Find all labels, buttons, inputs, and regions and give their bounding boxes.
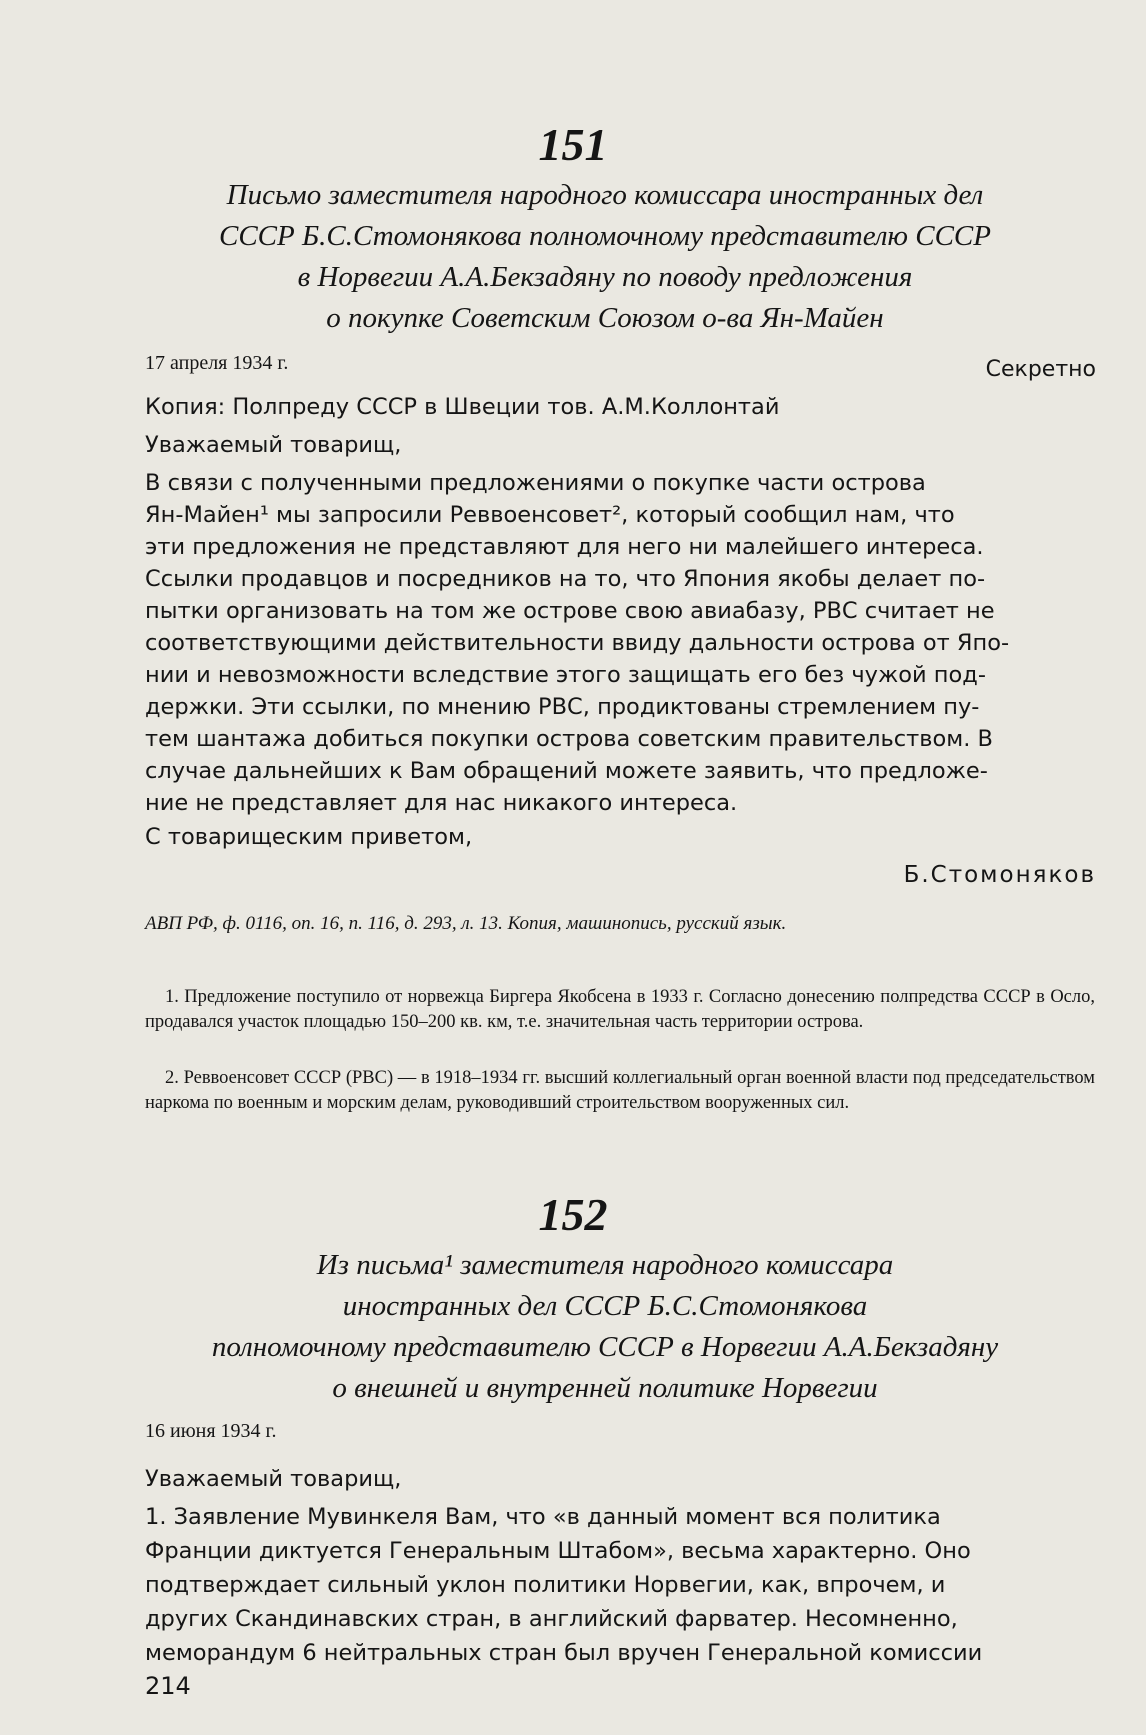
- body-line: Франции диктуется Генеральным Штабом», весьма характерно. Оно: [145, 1538, 971, 1564]
- body-line: случае дальнейших к Вам обращений можете заявить, что предложе-: [145, 758, 988, 784]
- body-line: 1. Заявление Мувинкеля Вам, что «в данный момент вся политика: [145, 1504, 941, 1530]
- archive-reference: АВП РФ, ф. 0116, оп. 16, п. 116, д. 293, л. 13. Копия, машинопись, русский язык.: [145, 913, 787, 934]
- body-line: Ян-Майен¹ мы запросили Реввоенсовет², который сообщил нам, что: [145, 502, 955, 528]
- body-line: меморандум 6 нейтральных стран был вручен Генеральной комиссии: [145, 1640, 983, 1666]
- body-line: нии и невозможности вследствие этого защищать его без чужой под-: [145, 662, 986, 688]
- doc-152-number: 152: [538, 1189, 608, 1240]
- doc-151-date: 17 апреля 1934 г.: [145, 352, 289, 374]
- body-line: соответствующими действительности ввиду дальности острова от Япо-: [145, 630, 1010, 656]
- doc-151-number: 151: [538, 119, 608, 170]
- doc-152-greeting: Уважаемый товарищ,: [145, 1466, 402, 1492]
- doc-152-title-line: иностранных дел СССР Б.С.Стомонякова: [342, 1290, 868, 1322]
- body-line: других Скандинавских стран, в английский фарватер. Несомненно,: [145, 1606, 958, 1632]
- secret-stamp: Секретно: [985, 357, 1096, 382]
- doc-151-title-line: о покупке Советским Союзом о-ва Ян-Майен: [326, 302, 884, 334]
- footnote-2: 2. Реввоенсовет СССР (РВС) — в 1918–1934 гг. высший коллегиальный орган военной власти под председательством наркома по военным и морским делам, руководивший строительством вооруженных сил.: [145, 1068, 1095, 1113]
- body-line: держки. Эти ссылки, по мнению РВС, продиктованы стремлением пу-: [145, 694, 980, 720]
- body-line: эти предложения не представляют для него ни малейшего интереса.: [145, 534, 984, 560]
- doc-152-date: 16 июня 1934 г.: [145, 1420, 277, 1442]
- doc-151-signature: Б.Стомоняков: [903, 862, 1096, 888]
- body-line: В связи с полученными предложениями о покупке части острова: [145, 470, 926, 496]
- page-number: 214: [145, 1672, 191, 1700]
- body-line: тем шантажа добиться покупки острова советским правительством. В: [145, 726, 993, 752]
- doc-151-greeting: Уважаемый товарищ,: [145, 432, 402, 458]
- doc-151-title-line: в Норвегии А.А.Бекзадяну по поводу предложения: [297, 261, 913, 293]
- doc-151-closing: С товарищеским приветом,: [145, 824, 473, 850]
- doc-151-title-line: СССР Б.С.Стомонякова полномочному представителю СССР: [219, 220, 991, 252]
- doc-152-title-line: полномочному представителю СССР в Норвегии А.А.Бекзадяну: [211, 1331, 999, 1363]
- doc-152-title-line: о внешней и внутренней политике Норвегии: [332, 1372, 878, 1404]
- doc-152-title-line: Из письма¹ заместителя народного комиссара: [316, 1249, 894, 1281]
- body-line: подтверждает сильный уклон политики Норвегии, как, впрочем, и: [145, 1572, 946, 1598]
- copy-line: Копия: Полпреду СССР в Швеции тов. А.М.Коллонтай: [145, 394, 780, 420]
- footnote-1: 1. Предложение поступило от норвежца Биргера Якобсена в 1933 г. Согласно донесению полпредства СССР в Осло, продавался участок площадью 150–200 кв. км, т.е. значительная часть территории острова.: [145, 987, 1095, 1032]
- body-line: ние не представляет для нас никакого интереса.: [145, 790, 738, 816]
- body-line: пытки организовать на том же острове свою авиабазу, РВС считает не: [145, 598, 995, 624]
- body-line: Ссылки продавцов и посредников на то, что Япония якобы делает по-: [145, 566, 986, 592]
- doc-151-title-line: Письмо заместителя народного комиссара иностранных дел: [226, 179, 984, 211]
